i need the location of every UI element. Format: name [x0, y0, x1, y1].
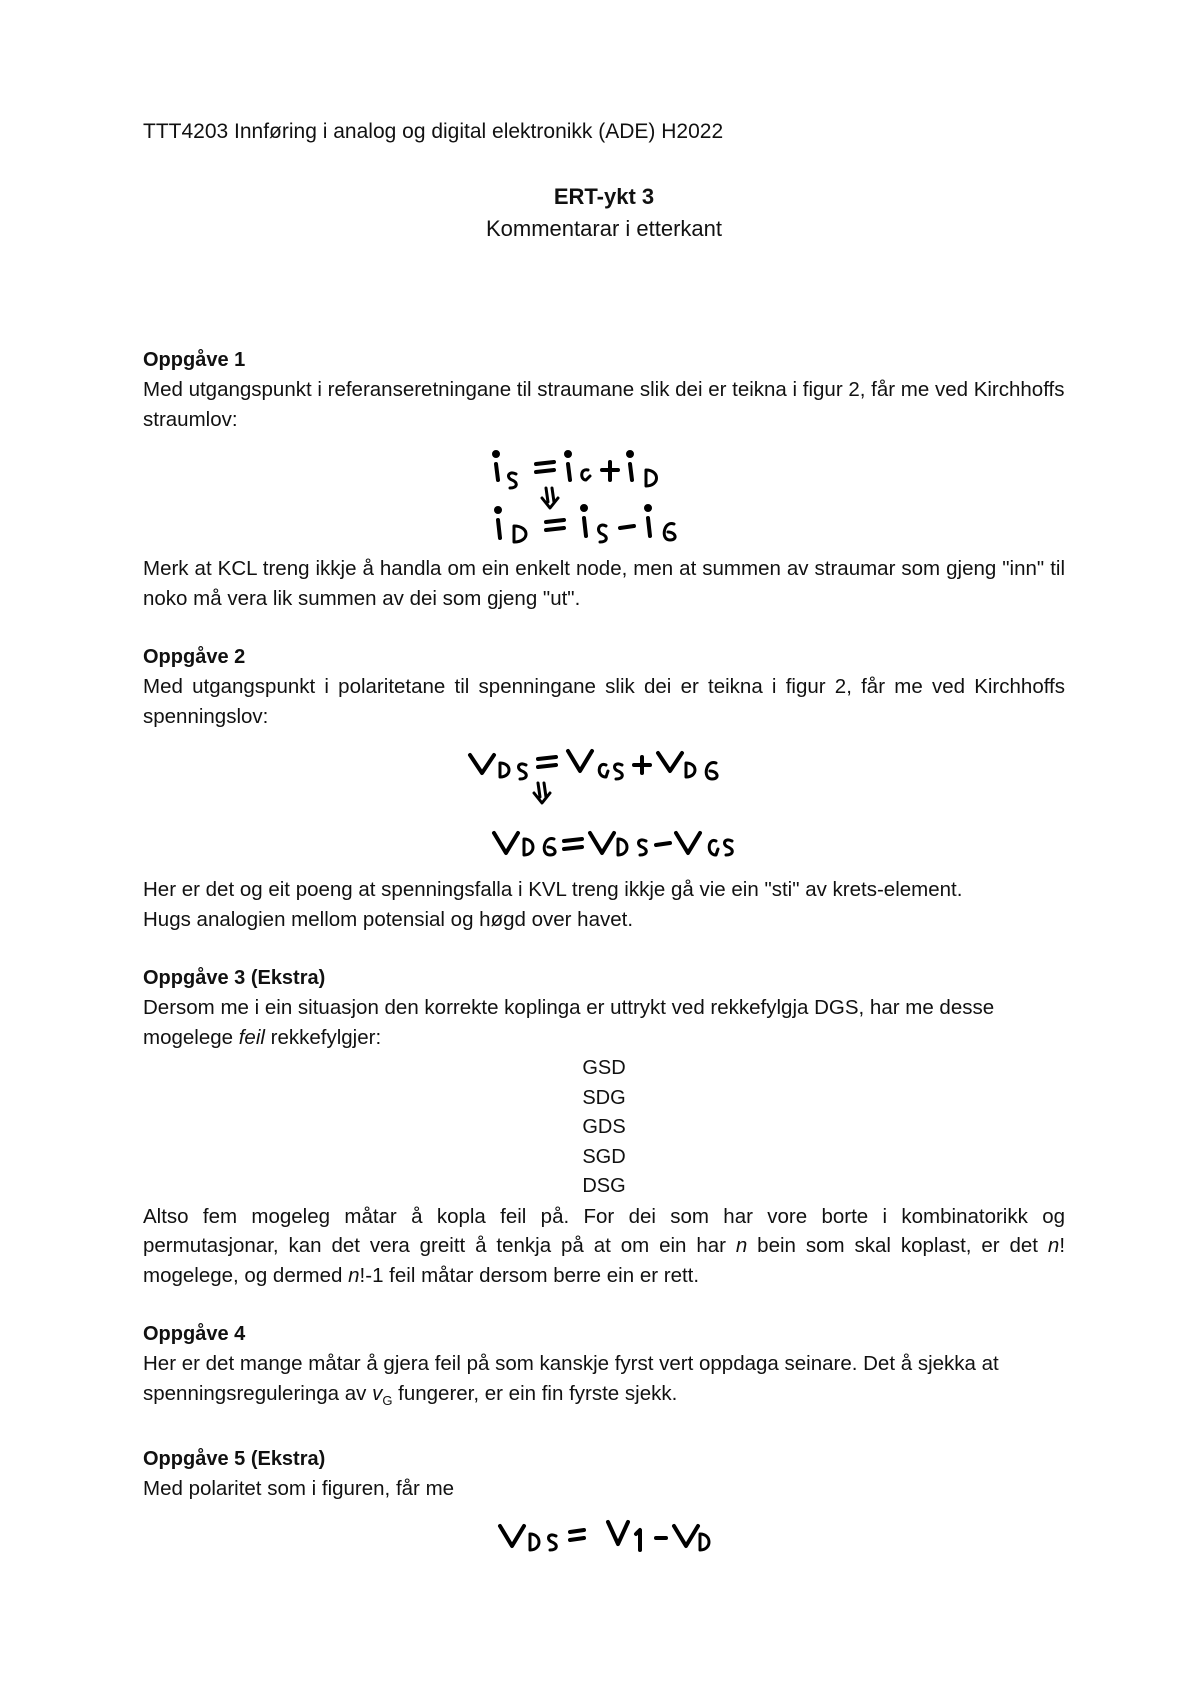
after-text: !-1 feil måtar dersom berre ein er rett. [359, 1263, 700, 1287]
permutation-list [143, 1054, 1065, 1202]
section-title: Oppgåve 4 [143, 1323, 246, 1345]
section-oppgave-1 [143, 346, 1065, 613]
section-oppgave-5 [143, 1445, 1065, 1562]
course-header: TTT4203 Innføring i analog og digital elektronikk (ADE) H2022 [143, 120, 724, 143]
after-text: ! mogelege, og dermed [143, 1234, 1066, 1287]
section-title: Oppgåve 2 [143, 646, 246, 668]
after-text: Altso fem mogeleg måtar å kopla feil på. For dei som har vore borte i kombinatorikk og permutasjonar, kan det vera greitt å tenkja på at om ein har [143, 1204, 1065, 1257]
document-title: ERT-ykt 3 [553, 184, 655, 209]
variable-n: n [735, 1234, 748, 1257]
document-subtitle: Kommentarar i etterkant [486, 216, 722, 241]
section-title: Oppgåve 3 (Ekstra) [143, 967, 326, 989]
section-after: Merk at KCL treng ikkje å handla om ein enkelt node, men at summen av straumar som gjeng "inn" til noko må vera lik summen av dei som gjeng "ut". [143, 557, 1065, 610]
section-after [143, 1202, 1065, 1291]
intro-text: mogelege [143, 1025, 239, 1049]
handwritten-equation-vds [494, 1512, 714, 1562]
text: fungerer, er ein fin fyrste sjekk. [392, 1381, 678, 1405]
section-after-1: Her er det og eit poeng at spenningsfalla i KVL treng ikkje gå vie ein "sti" av krets-element. [143, 878, 963, 901]
document-content [143, 118, 1065, 1562]
handwritten-equation-kcl [484, 440, 724, 548]
section-title: Oppgåve 5 (Ekstra) [143, 1448, 326, 1471]
intro-emphasis: feil [238, 1025, 265, 1049]
section-oppgave-2 [143, 643, 1065, 934]
section-oppgave-3 [143, 964, 1065, 1290]
section-intro-1: Dersom me i ein situasjon den korrekte koplinga er uttrykt ved rekkefylgja DGS, har me desse [143, 996, 995, 1019]
list-item: SGD [582, 1145, 626, 1168]
text: Her er det mange måtar å gjera feil på som kanskje fyrst vert oppdaga seinare. Det å sjekka at spenningsreguleringa av [143, 1352, 999, 1405]
variable-v: v [372, 1381, 383, 1405]
variable-n: n [1047, 1234, 1060, 1257]
list-item: GDS [582, 1116, 626, 1138]
after-text: bein som skal koplast, er det [747, 1234, 1048, 1257]
section-title: Oppgåve 1 [143, 349, 246, 371]
handwritten-equation-kvl [464, 739, 744, 869]
section-oppgave-4 [143, 1320, 1065, 1415]
section-intro: Med utgangspunkt i referanseretningane til straumane slik dei er teikna i figur 2, får me ved Kirchhoffs straumlov: [143, 378, 1065, 431]
section-after-2: Hugs analogien mellom potensial og høgd over havet. [143, 907, 634, 931]
section-intro: Med polaritet som i figuren, får me [143, 1477, 455, 1501]
list-item: DSG [582, 1175, 626, 1197]
intro-text: rekkefylgjer: [264, 1025, 382, 1049]
section-text [143, 1349, 1065, 1415]
section-intro: Med utgangspunkt i polaritetane til spenningane slik dei er teikna i figur 2, får me ved Kirchhoffs spenningslov: [143, 675, 1065, 728]
list-item: SDG [582, 1086, 626, 1109]
list-item: GSD [582, 1057, 626, 1079]
section-intro-2 [143, 1023, 1065, 1053]
subscript-g: G [382, 1392, 393, 1408]
variable-n: n [348, 1263, 360, 1287]
